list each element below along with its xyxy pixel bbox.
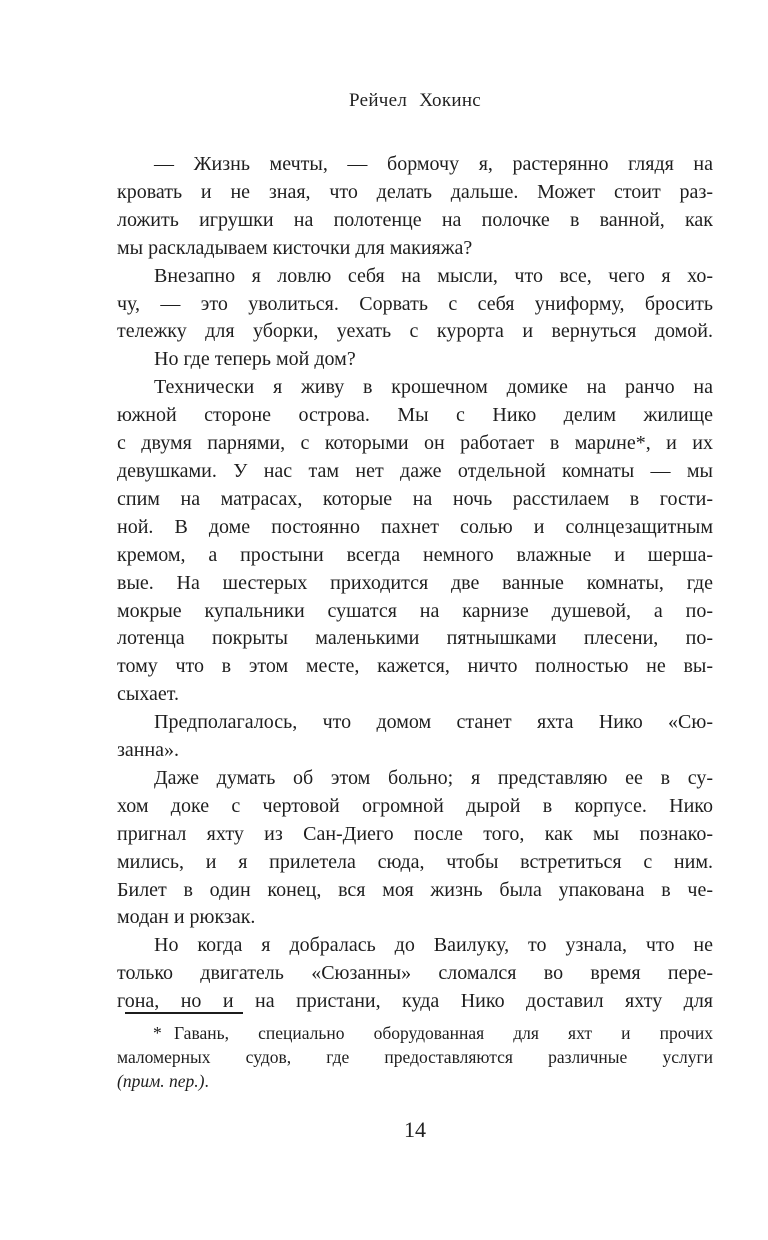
footnote-separator	[125, 1012, 243, 1014]
paragraph	[117, 765, 713, 932]
paragraph	[117, 374, 713, 709]
text-line: Предполагалось, что домом станет яхта Нико «Сю-	[154, 711, 713, 734]
text-line: Но где теперь мой дом?	[154, 348, 356, 371]
running-header: Рейчел Хокинс	[348, 90, 482, 111]
text-line: тому что в этом месте, кажется, ничто полностью не вы-	[117, 655, 713, 678]
text-line: гона, но и на пристани, куда Нико доставил яхту для	[117, 990, 713, 1013]
paragraph	[117, 263, 713, 347]
text-line: Внезапно я ловлю себя на мысли, что все, чего я хо-	[154, 264, 713, 287]
text-line: занна».	[117, 739, 180, 762]
text-line: мы раскладываем кисточки для макияжа?	[117, 236, 473, 259]
text-line: модан и рюкзак.	[117, 906, 256, 929]
footnote	[117, 1021, 713, 1093]
text-line: — Жизнь мечты, — бормочу я, растерянно глядя на	[154, 153, 713, 175]
text-block	[117, 151, 713, 1016]
text-line: девушками. У нас там нет даже отдельной комнаты — мы	[117, 459, 713, 482]
text-line: хом доке с чертовой огромной дырой в корпусе. Нико	[117, 794, 713, 817]
paragraph	[117, 346, 713, 374]
text-line: ной. В доме постоянно пахнет солью и солнцезащитным	[117, 515, 713, 538]
text-line: сыхает.	[117, 683, 180, 706]
text-line: спим на матрасах, которые на ночь расстилаем в гости-	[117, 487, 713, 510]
text-line: только двигатель «Сюзанны» сломался во время пере-	[117, 962, 713, 985]
text-line: Но когда я добралась до Ваилуку, то узнала, что не	[154, 934, 713, 957]
text-line: Даже думать об этом больно; я представляю ее в су-	[154, 766, 713, 789]
text-line: пригнал яхту из Сан-Диего после того, как мы познако-	[117, 822, 713, 845]
text-line: чу, — это уволиться. Сорвать с себя униформу, бросить	[117, 292, 713, 315]
paragraph	[117, 932, 713, 1016]
text-line: тележку для уборки, уехать с курорта и вернуться домой.	[117, 320, 713, 343]
text-line: ложить игрушки на полотенце на полочке в ванной, как	[117, 208, 713, 231]
text-line: Технически я живу в крошечном домике на ранчо на	[154, 376, 713, 399]
text-line: кремом, а простыни всегда немного влажные и шерша-	[117, 543, 713, 566]
page-number: 14	[404, 1117, 426, 1142]
text-line: кровать и не зная, что делать дальше. Может стоит раз-	[117, 180, 713, 203]
text-line: мокрые купальники сушатся на карнизе душевой, а по-	[117, 599, 713, 622]
text-line: лотенца покрыты маленькими пятнышками плесени, по-	[117, 627, 713, 650]
footnote-line: маломерных судов, где предоставляются различные услуги	[117, 1047, 713, 1067]
text-line: Билет в один конец, вся моя жизнь была упакована в че-	[117, 878, 713, 901]
footnote-line: * Гавань, специально оборудованная для яхт и прочих	[153, 1023, 713, 1043]
footnote-line: (прим. пер.).	[117, 1071, 209, 1091]
text-line: мились, и я прилетела сюда, чтобы встретиться с ним.	[117, 850, 713, 873]
text-line: вые. На шестерых приходится две ванные комнаты, где	[117, 571, 713, 594]
paragraph	[117, 151, 713, 263]
paragraph	[117, 709, 713, 765]
text-line: южной стороне острова. Мы с Нико делим жилище	[117, 404, 713, 427]
text-line: с двумя парнями, с которыми он работает в марине*, и их	[117, 432, 713, 455]
